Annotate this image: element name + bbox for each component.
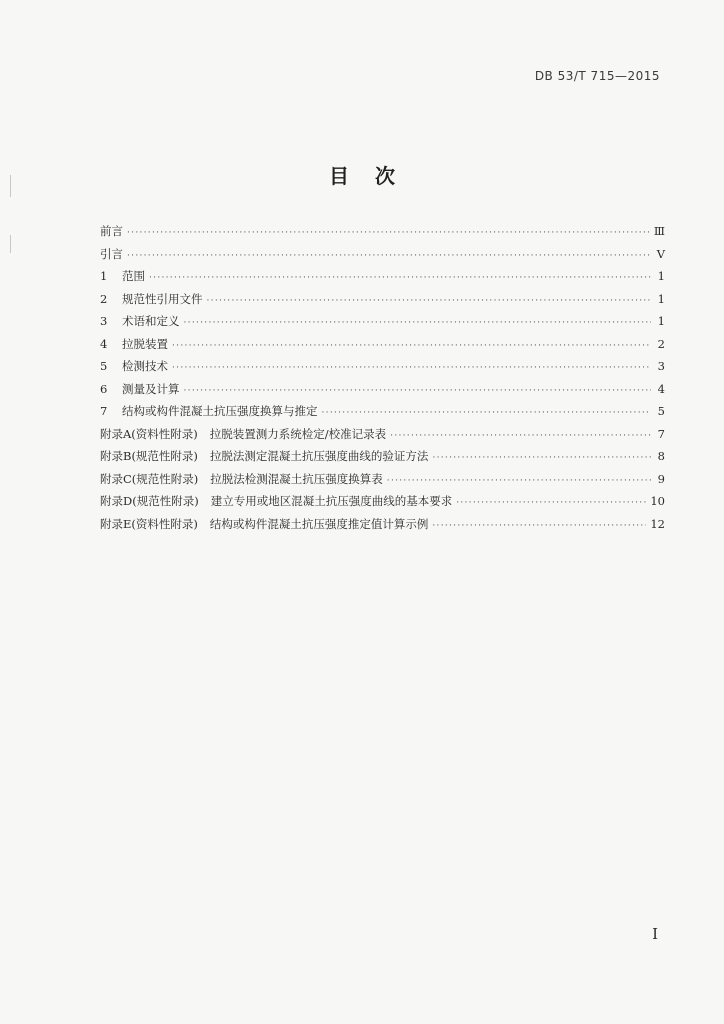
toc-entry-appendix-c[interactable]	[100, 468, 665, 491]
toc-entry-foreword[interactable]	[100, 220, 665, 243]
toc-entry-appendix-prefix: 附录D(规范性附录)	[100, 494, 199, 508]
toc-entry-page: 4	[657, 381, 665, 396]
toc-entry-3[interactable]	[100, 310, 665, 333]
dot-leader	[172, 357, 651, 380]
toc-entry-number: 5	[100, 359, 108, 373]
toc-entry-number: 3	[100, 314, 108, 328]
toc-entry-label: 结构或构件混凝土抗压强度换算与推定	[122, 404, 318, 418]
dot-leader	[127, 222, 650, 245]
toc-entry-page: 1	[657, 314, 665, 328]
toc-entry-6[interactable]	[100, 378, 665, 401]
toc-entry-label: 术语和定义	[122, 314, 180, 328]
toc-entry-page: 3	[657, 359, 665, 373]
toc-entry-7[interactable]	[100, 400, 665, 423]
toc-entry-1[interactable]	[100, 265, 665, 288]
toc-entry-appendix-prefix: 附录C(规范性附录)	[100, 471, 199, 486]
toc-entry-label: 拉脱装置测力系统检定/校准记录表	[209, 426, 387, 441]
dot-leader	[322, 402, 652, 425]
dot-leader	[456, 492, 646, 515]
toc-entry-label: 引言	[100, 246, 123, 261]
toc-entry-label: 结构或构件混凝土抗压强度推定值计算示例	[209, 516, 429, 531]
toc-entry-page: Ⅲ	[653, 224, 665, 238]
dot-leader	[149, 267, 651, 290]
toc-entry-page: Ⅴ	[656, 246, 665, 261]
page-title: 目次	[329, 164, 421, 188]
dot-leader	[127, 245, 651, 268]
toc-entry-appendix-e[interactable]	[100, 513, 665, 536]
standard-code: DB 53/T 715—2015	[534, 69, 660, 83]
toc-entry-appendix-b[interactable]	[100, 445, 665, 468]
dot-leader	[432, 447, 651, 470]
dot-leader	[432, 515, 646, 538]
toc-entry-appendix-prefix: 附录E(资料性附录)	[100, 516, 198, 531]
toc-entry-number: 7	[100, 404, 108, 418]
toc-entry-appendix-prefix: 附录B(规范性附录)	[100, 449, 198, 463]
toc-entry-number: 2	[100, 291, 108, 306]
toc-entry-page: 9	[657, 471, 665, 486]
toc-entry-label: 拉脱法测定混凝土抗压强度曲线的验证方法	[209, 449, 429, 463]
dot-leader	[390, 425, 651, 448]
toc-entry-number: 6	[100, 381, 108, 396]
toc-entry-appendix-d[interactable]	[100, 490, 665, 513]
toc-entry-appendix-prefix: 附录A(资料性附录)	[100, 426, 198, 441]
toc-entry-label: 规范性引用文件	[122, 291, 203, 306]
dot-leader	[172, 335, 651, 358]
table-of-contents	[100, 220, 665, 535]
toc-entry-2[interactable]	[100, 288, 665, 311]
toc-entry-number: 4	[100, 336, 108, 351]
toc-entry-label: 范围	[122, 269, 145, 283]
toc-entry-page: 1	[657, 269, 665, 283]
scan-artifact	[10, 235, 11, 253]
toc-entry-label: 拉脱装置	[122, 336, 168, 351]
toc-entry-appendix-a[interactable]	[100, 423, 665, 446]
page-number: I	[652, 925, 658, 943]
toc-entry-page: 1	[657, 291, 665, 306]
toc-entry-number: 1	[100, 269, 108, 283]
toc-entry-page: 10	[650, 494, 665, 508]
toc-entry-page: 8	[657, 449, 665, 463]
toc-entry-label: 拉脱法检测混凝土抗压强度换算表	[210, 471, 383, 486]
dot-leader	[184, 312, 652, 335]
toc-entry-5[interactable]	[100, 355, 665, 378]
toc-entry-label: 建立专用或地区混凝土抗压强度曲线的基本要求	[210, 494, 453, 508]
toc-entry-page: 12	[650, 516, 665, 531]
toc-entry-page: 2	[657, 336, 665, 351]
toc-entry-label: 检测技术	[122, 359, 168, 373]
dot-leader	[387, 470, 651, 493]
toc-entry-introduction[interactable]	[100, 243, 665, 266]
dot-leader	[184, 380, 652, 403]
toc-entry-label: 前言	[100, 224, 123, 238]
toc-entry-label: 测量及计算	[122, 381, 180, 396]
dot-leader	[207, 290, 652, 313]
toc-entry-page: 5	[657, 404, 665, 418]
toc-entry-page: 7	[657, 426, 665, 441]
toc-entry-4[interactable]	[100, 333, 665, 356]
